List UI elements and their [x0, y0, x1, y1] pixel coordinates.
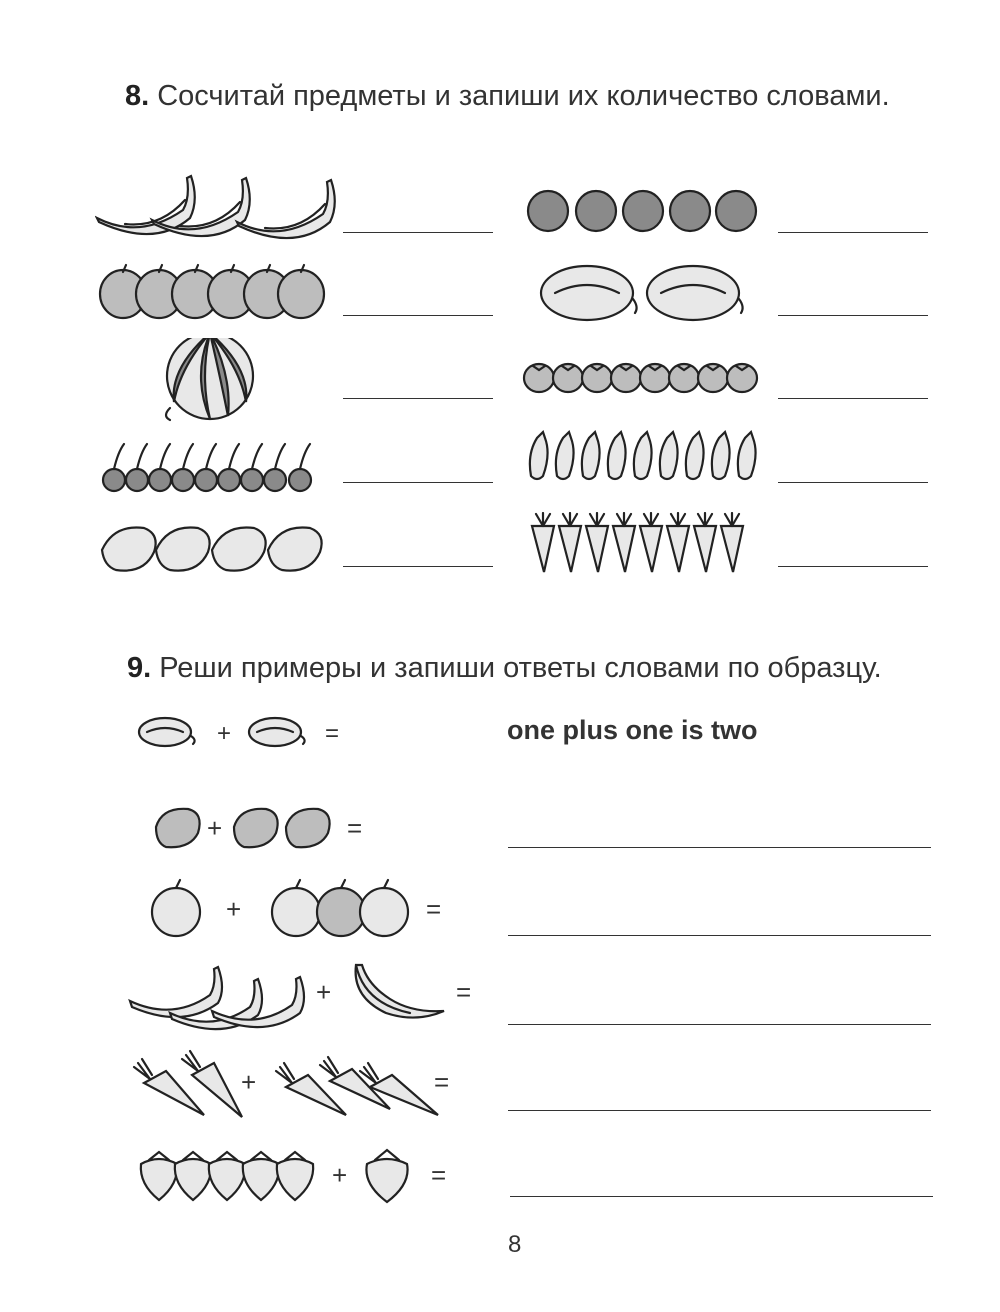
answer-line-orange[interactable] — [778, 232, 928, 233]
pea-pod-icon — [660, 432, 678, 479]
orange-group — [525, 186, 760, 236]
cherry-icon — [103, 444, 125, 491]
cherry-icon — [241, 444, 263, 491]
equals-sign: = — [426, 894, 442, 924]
answer-line-lemon[interactable] — [343, 566, 493, 567]
lemon-icon — [286, 809, 330, 847]
equals-sign: = — [456, 977, 472, 1007]
equals-sign: = — [434, 1067, 450, 1097]
sample-answer: one plus one is two — [507, 715, 758, 745]
cherry-icon — [149, 444, 171, 491]
orange-icon — [623, 191, 663, 231]
answer-line-cherry[interactable] — [343, 482, 493, 483]
tomato-icon — [698, 364, 728, 392]
equals-sign: = — [347, 813, 363, 843]
melon-icon — [249, 718, 305, 746]
carrot-icon — [559, 513, 581, 572]
answer-line-apple[interactable] — [343, 315, 493, 316]
melon-group — [535, 263, 755, 323]
equals-sign: = — [325, 720, 340, 747]
strawberry-icon — [243, 1152, 279, 1200]
plus-sign: + — [207, 813, 223, 843]
answer-line-5[interactable] — [510, 1196, 933, 1197]
orange-icon — [670, 191, 710, 231]
answer-line-tomato[interactable] — [778, 398, 928, 399]
page-number: 8 — [508, 1231, 522, 1258]
plus-sign: + — [241, 1067, 257, 1097]
carrot-group — [528, 512, 753, 577]
tomato-icon — [669, 364, 699, 392]
cherry-icon — [126, 444, 148, 491]
answer-line-melon[interactable] — [778, 315, 928, 316]
lemon-icon — [212, 527, 266, 570]
lemon-group — [98, 522, 338, 577]
tomato-group — [522, 358, 762, 398]
example-carrot — [128, 1045, 463, 1120]
answer-line-pea-pod[interactable] — [778, 482, 928, 483]
watermelon-group — [160, 338, 260, 423]
watermelon-icon — [166, 338, 253, 420]
carrot-icon — [613, 513, 635, 572]
task-8-title — [125, 80, 890, 113]
plus-sign: + — [316, 977, 332, 1007]
cherry-icon — [172, 444, 194, 491]
pea-pod-icon — [582, 432, 600, 479]
tomato-icon — [727, 364, 757, 392]
task-9-text: Реши примеры и запиши ответы словами по образцу. — [159, 652, 882, 684]
cherry-icon — [218, 444, 240, 491]
answer-line-carrot[interactable] — [778, 566, 928, 567]
answer-line-4[interactable] — [508, 1110, 931, 1111]
pea-pod-icon — [608, 432, 626, 479]
lemon-icon — [156, 527, 210, 570]
apple-group — [95, 262, 330, 322]
pea-pod-icon — [634, 432, 652, 479]
carrot-icon — [694, 513, 716, 572]
carrot-icon — [721, 513, 743, 572]
carrot-icon — [532, 513, 554, 572]
plus-sign: + — [332, 1160, 348, 1190]
apple-icon — [360, 880, 408, 936]
cherry-icon — [264, 444, 286, 491]
banana-group — [95, 170, 345, 240]
cherry-icon — [289, 444, 311, 491]
strawberry-icon — [277, 1152, 313, 1200]
cherry-group — [100, 440, 325, 495]
carrot-icon — [640, 513, 662, 572]
banana-icon — [356, 965, 444, 1018]
pea-pod-icon — [530, 432, 548, 479]
pea-pod-group — [525, 428, 765, 483]
lemon-icon — [156, 809, 200, 847]
tomato-icon — [553, 364, 583, 392]
apple-icon — [317, 880, 365, 936]
lemon-icon — [102, 527, 156, 570]
answer-line-banana[interactable] — [343, 232, 493, 233]
pea-pod-icon — [686, 432, 704, 479]
example-banana — [128, 957, 478, 1032]
answer-line-1[interactable] — [508, 847, 931, 848]
apple-icon — [278, 265, 324, 318]
cherry-icon — [195, 444, 217, 491]
lemon-icon — [234, 809, 278, 847]
strawberry-icon — [209, 1152, 245, 1200]
task-8-text: Сосчитай предметы и запиши их количество словами. — [157, 80, 890, 112]
answer-line-2[interactable] — [508, 935, 931, 936]
example-apple — [148, 878, 448, 938]
banana-icon — [152, 178, 250, 236]
plus-sign: + — [217, 720, 232, 747]
banana-icon — [130, 967, 222, 1017]
answer-line-watermelon[interactable] — [343, 398, 493, 399]
melon-icon — [541, 266, 637, 320]
strawberry-icon — [175, 1152, 211, 1200]
orange-icon — [528, 191, 568, 231]
answer-line-3[interactable] — [508, 1024, 931, 1025]
plus-sign: + — [226, 894, 242, 924]
melon-icon — [647, 266, 743, 320]
lemon-icon — [268, 527, 322, 570]
carrot-icon — [667, 513, 689, 572]
task-8-number: 8. — [125, 80, 150, 112]
orange-icon — [576, 191, 616, 231]
equals-sign: = — [431, 1160, 447, 1190]
example-melon — [135, 710, 355, 755]
apple-icon — [152, 880, 200, 936]
tomato-icon — [611, 364, 641, 392]
apple-icon — [272, 880, 320, 936]
orange-icon — [716, 191, 756, 231]
example-strawberry — [135, 1148, 465, 1206]
task-9-number: 9. — [127, 652, 152, 684]
strawberry-icon — [366, 1150, 407, 1202]
pea-pod-icon — [556, 432, 574, 479]
carrot-icon — [586, 513, 608, 572]
tomato-icon — [640, 364, 670, 392]
melon-icon — [139, 718, 195, 746]
tomato-icon — [524, 364, 554, 392]
banana-icon — [237, 180, 335, 238]
tomato-icon — [582, 364, 612, 392]
task-9-title — [127, 652, 882, 685]
pea-pod-icon — [712, 432, 730, 479]
pea-pod-icon — [738, 432, 756, 479]
strawberry-icon — [141, 1152, 177, 1200]
example-lemon — [150, 803, 380, 853]
